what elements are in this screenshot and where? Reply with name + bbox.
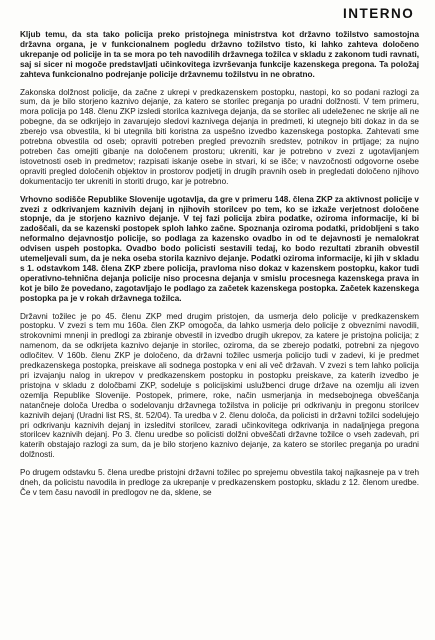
classification-stamp: INTERNO xyxy=(343,6,415,21)
paragraph-3: Vrhovno sodišče Republike Slovenije ugotavlja, da gre v primeru 148. člena ZKP za aktivnost policije v zvezi z odkrivanjem kaznivih dejanj in njihovih storilcev po tem, ko se izkaže verjetnost določene stopnje, da je storjeno kaznivo dejanje. V tej fazi policija zbira podatke, oziroma informacije, ki bi zadoščali, da se kazenski postopek sploh lahko začne. Spoznanja oziroma podatki, pridobljeni s tako neformalno dejavnostjo policije, so podlaga za kazensko ovadbo in od te dejavnosti je nemalokrat odvisen uspeh postopka. Ovadbo bodo policisti sestavili tedaj, ko bodo rezultati zbranih obvestil utemeljevali sum, da je neka oseba storila kaznivo dejanje. Podatki oziroma informacije, ki jih v skladu s 1. odstavkom 148. člena ZKP zbere policija, pravloma niso dokaz v kazenskem postopku, kakor tudi operativno-tehnična dejanja policije niso procesna dejanja v smislu procesnega kazenskega prava in kot je bilo že povedano, zagotavljajo le podlago za začetek kazenskega postopka. Začetek kazenskega postopka pa je v rokah državnega tožilca. xyxy=(20,194,419,303)
paragraph-4: Državni tožilec je po 45. členu ZKP med drugim pristojen, da usmerja delo policije v predkazenskem postopku. V zvezi s tem mu 160a. člen ZKP omogoča, da lahko usmerja delo policije z obvezními navodili, strokovnimi mnenji in predlogi za zbiranje obvestil in izvedbo drugih ukrepov, za katere je pristojna policija; z namenom, da se odkrijeta kaznivo dejanje in storilec, oziroma, da se zberejo podatki, potrebni za njegovo odločitev. V 160b. členu ZKP je določeno, da državni tožilec usmerja policijo tudi v zadevi, ki je predmet predkazenskega postopka, preiskave ali sodnega postopka v eni ali več državah. V zvezi s tem lahko policija pri izvajanju nalog in ukrepov v predkazenskem postopku in postopku preiskave, za katerih izvedbo je pristojna v skladu z določbami ZKP, sodeluje s policijskimi uslužbenci druge države na ozemlju ali izven ozemlja Republike Slovenije. Postopek, primere, roke, način usmerjanja in medsebojnega obveščanja natančneje določa Uredba o sodelovanju državnega tožilstva in policije pri odkrivanju in pregonu storilcev kaznivih dejanj (Uradni list RS, št. 52/04). Ta uredba v 2. členu določa, da policisti in državni tožilci sodelujejo pri odkrivanju kaznivih dejanj in izsleditvi storilcev, zaradi učinkovitega odkrivanja in nadaljnjega pregona storilcev kaznivih dejanj. Po 3. členu uredbe so policisti dolžni obveščati državne tožilce o vseh zadevah, pri katerih obstajajo razlogi za sum, da je bilo storjeno kaznivo dejanje, za katero se storilec preganja po uradni dolžnosti. xyxy=(20,311,419,460)
paragraph-1: Kljub temu, da sta tako policija preko pristojnega ministrstva kot državno tožilstvo samostojna državna organa, je v funkcionalnem pogledu državno tožilstvo tisto, ki lahko zahteva določeno ukrepanje od policije in ta se mora po teh navodilih državnega tožilca v skladu z zakonom tudi ravnati, saj si sicer ni mogoče predstavljati učinkovitega izvrševanja funkcije kazenskega pregona. Ta položaj zahteva funkcionalno podrejanje policije državnemu tožilstvu in ne obratno. xyxy=(20,30,419,79)
paragraph-2: Zakonska dolžnost policije, da začne z ukrepi v predkazenskem postopku, nastopi, ko so podani razlogi za sum, da je bilo storjeno kaznivo dejanje, za katero se storilec preganja po uradni dolžnosti. V tem primeru, mora policija po 148. členu ZKP izsledi storilca kaznivega dejanja, da se storilec ali udeleženec ne skrije ali ne pobegne, da se odkrijejo in zavarujejo sledovi kaznivega dejanja in predmeti, ki utegnejo biti dokaz in da se zberejo vsa obvestila, ki bi utegnila biti koristna za uspešno izvedbo kazenskega postopka. Zahtevati sme potrebna obvestila od oseb; opraviti potreben pregled prevoznih sredstev, potnikov in prtljage; za nujno potreben čas omejiti gibanje na določenem prostoru; ukreniti, kar je potrebno v zvezi z ugotavljanjem istovetnosti oseb in predmetov; razpisati iskanje osebe in stvari, ki se išče; v navzočnosti odgovorne osebe opraviti pregled določenih objektov in prostorov podjetij in drugih pravnih oseb in pregledati določeno njihovo dokumentacijo ter ukreniti in storiti drugo, kar je potrebno. xyxy=(20,87,419,186)
document-body xyxy=(20,30,419,506)
paragraph-5: Po drugem odstavku 5. člena uredbe pristojni državni tožilec po sprejemu obvestila takoj najkasneje pa v treh dneh, da policistu navodila in predloge za ukrepanje v predkazenskem postopku, skladu z 12. členom uredbe. Če v tem času navodil in predlogov ne da, sklene, se xyxy=(20,468,419,497)
